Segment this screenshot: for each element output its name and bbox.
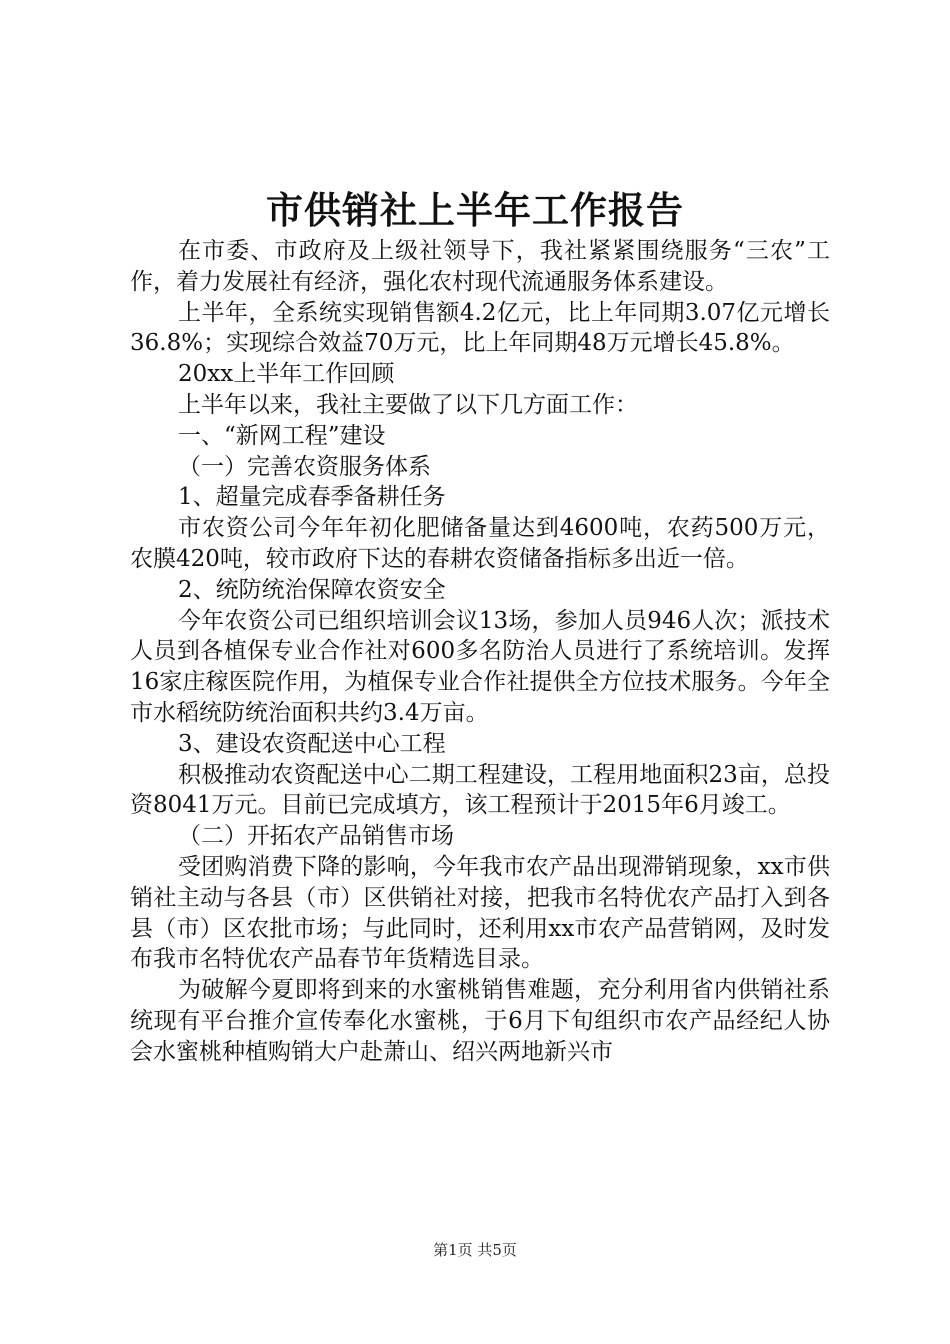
page-footer: 第1页 共5页 [433, 1241, 517, 1259]
paragraph-work-intro: 上半年以来，我社主要做了以下几方面工作： [178, 391, 638, 418]
page-title: 市供销社上半年工作报告 [266, 188, 684, 232]
paragraph-sales-summary: 上半年，全系统实现销售额4.2亿元，比上年同期3.07亿元增长36.8%；实现综合效益70万元，比上年同期48万元增长45.8%。 [130, 299, 830, 357]
paragraph-market-1: 受团购消费下降的影响，今年我市农产品出现滞销现象，xx市供销社主动与各县（市）区供销社对接，把我市名特优农产品打入到各县（市）区农批市场；与此同时，还利用xx市农产品营销网，及时发布我市名特优农产品春节年货精选目录。 [130, 853, 830, 973]
heading-item-1: 1、超量完成春季备耕任务 [178, 484, 446, 511]
heading-review: 20xx上半年工作回顾 [178, 361, 395, 388]
paragraph-market-2: 为破解今夏即将到来的水蜜桃销售难题，充分利用省内供销社系统现有平台推介宣传奉化水蜜桃，于6月下旬组织市农产品经纪人协会水蜜桃种植购销大户赴萧山、绍兴两地新兴市 [130, 977, 830, 1065]
paragraph-item-2: 今年农资公司已组织培训会议13场，参加人员946人次；派技术人员到各植保专业合作社对600多名防治人员进行了系统培训。发挥16家庄稼医院作用，为植保专业合作社提供全方位技术服务。今年全市水稻统防统治面积共约3.4万亩。 [130, 607, 830, 726]
heading-subsection-1: （一）完善农资服务体系 [178, 453, 431, 480]
document-body [130, 236, 830, 1068]
heading-item-2: 2、统防统治保障农资安全 [178, 576, 446, 603]
paragraph-intro: 在市委、市政府及上级社领导下，我社紧紧围绕服务“三农”工作，着力发展社有经济，强化农村现代流通服务体系建设。 [130, 238, 830, 295]
paragraph-item-3: 积极推动农资配送中心二期工程建设，工程用地面积23亩，总投资8041万元。目前已完成填方，该工程预计于2015年6月竣工。 [130, 761, 830, 819]
heading-section-1: 一、“新网工程”建设 [178, 422, 386, 449]
heading-subsection-2: （二）开拓农产品销售市场 [178, 823, 454, 850]
paragraph-item-1: 市农资公司今年年初化肥储备量达到4600吨，农药500万元，农膜420吨，较市政府下达的春耕农资储备指标多出近一倍。 [130, 515, 830, 572]
heading-item-3: 3、建设农资配送中心工程 [178, 730, 446, 757]
